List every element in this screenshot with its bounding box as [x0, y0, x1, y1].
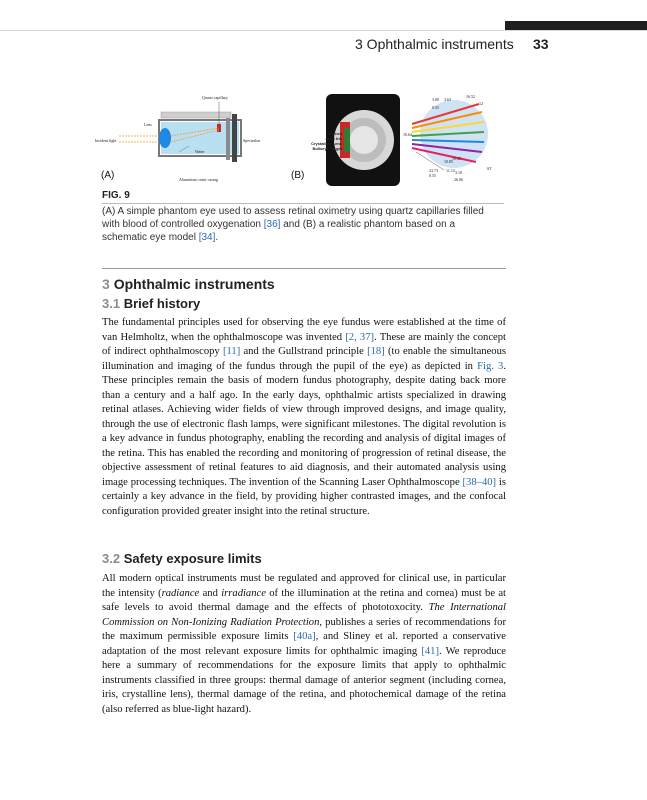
citation-38-40[interactable]: [38–40]: [462, 476, 497, 488]
dim-3: 16.52: [466, 94, 475, 99]
spectralon-label: Spectralon: [243, 138, 261, 143]
dim-7: 23.73: [429, 168, 438, 173]
dim-12: 10.85: [444, 159, 453, 164]
paragraph-brief-history: The fundamental principles used for observing the eye fundus were established at the time of van Helmholtz, when the ophthalmoscope was invented [2, 37]. These are mainly the concept of indirect ophthalmoscopy [11] and the Gullstrand principle [18] (to enable the simultaneous illumination and imaging of the fundus through the pupil of the eye) as depicted in Fig. 3. These principles remain the basis of modern fundus photography, despite dating back more than a century and a half ago. In the early days, ophthalmic artists specialized in drawing retinal atlases. Achieving wider fields of view through improved designs, and image quality, through the use of electronic flash lamps, were significant milestones. The digital revolution is a key advance in fundus photography, enabling the recording and analysis of digital images of the retina. This has enabled the recording and monitoring of progression of retinal disease, the objective assessment of retinal features to aid diagnosis, and their automated analysis using image processing techniques. The invention of the Scanning Laser Ophthalmoscope [38–40] is certainly a key advance in the field, by providing higher contrasted images, and the confocal configuration provided greater insight into the retinal structure.: [102, 317, 507, 517]
cornea-label: Cornea: [328, 131, 342, 136]
lens-label: Lens: [144, 122, 152, 127]
header-rule: [0, 30, 647, 31]
subsection-heading-3-1: 3.1 Brief history: [102, 296, 201, 311]
section-heading: 3 Ophthalmic instruments: [102, 276, 275, 292]
citation-36[interactable]: [36]: [263, 219, 281, 230]
dim-9: 11.12: [446, 168, 455, 173]
dim-2: 3.63: [444, 97, 451, 102]
citation-41[interactable]: [41]: [421, 645, 440, 657]
dim-11: 3.10: [455, 170, 462, 175]
phantom-b-labels: [287, 131, 342, 151]
fig-3-link[interactable]: Fig. 3: [477, 360, 504, 372]
dim-13: 10.45: [452, 156, 461, 161]
figure-9: [95, 84, 509, 204]
subsection-heading-3-2: 3.2 Safety exposure limits: [102, 551, 262, 566]
figure-caption: (A) A simple phantom eye used to assess retinal oximetry using quartz capillaries filled with blood of controlled oxygenation [36] and (B) a realistic phantom based on a schematic eye model [34].: [102, 206, 484, 243]
caption-rule: [102, 203, 504, 204]
panel-b-label: (B): [291, 170, 305, 181]
citation-2-37[interactable]: [2, 37]: [345, 331, 375, 343]
citation-18[interactable]: [18]: [367, 346, 385, 357]
paragraph-safety-limits: All modern optical instruments must be regulated and approved for clinical use, in particular the intensity (radiance and irradiance of the illumination at the retina and cornea) must be at safe levels to avoid thermal damage and the effects of phototoxocity. The International Commission on Non-Ionizing Radiation Protection, publishes a series of recommendations for the maximum permissible exposure limits [40a], and Sliney et al. reported a conservative adaptation of the most relevant exposure limits for ophthalmic imaging [41]. We reproduce here a summary of recommendations for the exposure limits that apply to ophthalmic instruments classified in three groups: thermal damage of anterior segment (including cornea, iris, crystalline lens), thermal damage of the retina, and photochemical damage of the retina (also referred as blue-light hazard).: [102, 573, 506, 715]
page-number: 33: [533, 36, 549, 52]
casing-label: Aluminium outer casing: [179, 177, 218, 182]
crystalline-lens-label: Crystalline Lens: [311, 141, 342, 146]
citation-11[interactable]: [11]: [222, 346, 241, 357]
phantom-eye-diagram-a: [99, 84, 274, 189]
dim-10: 26.06: [454, 177, 463, 182]
dim-8: 0.55: [429, 173, 436, 178]
running-title: 3 Ophthalmic instruments: [355, 36, 514, 52]
figure-caption-label: FIG. 9: [102, 190, 130, 201]
incident-label: Incident light: [95, 138, 117, 143]
section-rule: [102, 268, 506, 269]
dim-1: 3.08: [432, 97, 439, 102]
dim-14: ST: [487, 166, 492, 171]
citation-40a[interactable]: [40a]: [293, 631, 316, 642]
bullseye-label: Bullseye Target: [312, 146, 342, 151]
dim-6: 10.64: [403, 132, 412, 137]
panel-a-label: (A): [101, 170, 115, 181]
dim-4: 0.55: [432, 105, 439, 110]
iris-label: 4mm Iris: [325, 136, 342, 141]
citation-34[interactable]: [34]: [198, 232, 216, 243]
dim-5: 12: [479, 101, 483, 106]
quartz-label: Quartz capillary: [202, 95, 228, 100]
water-label: Water: [195, 149, 205, 154]
